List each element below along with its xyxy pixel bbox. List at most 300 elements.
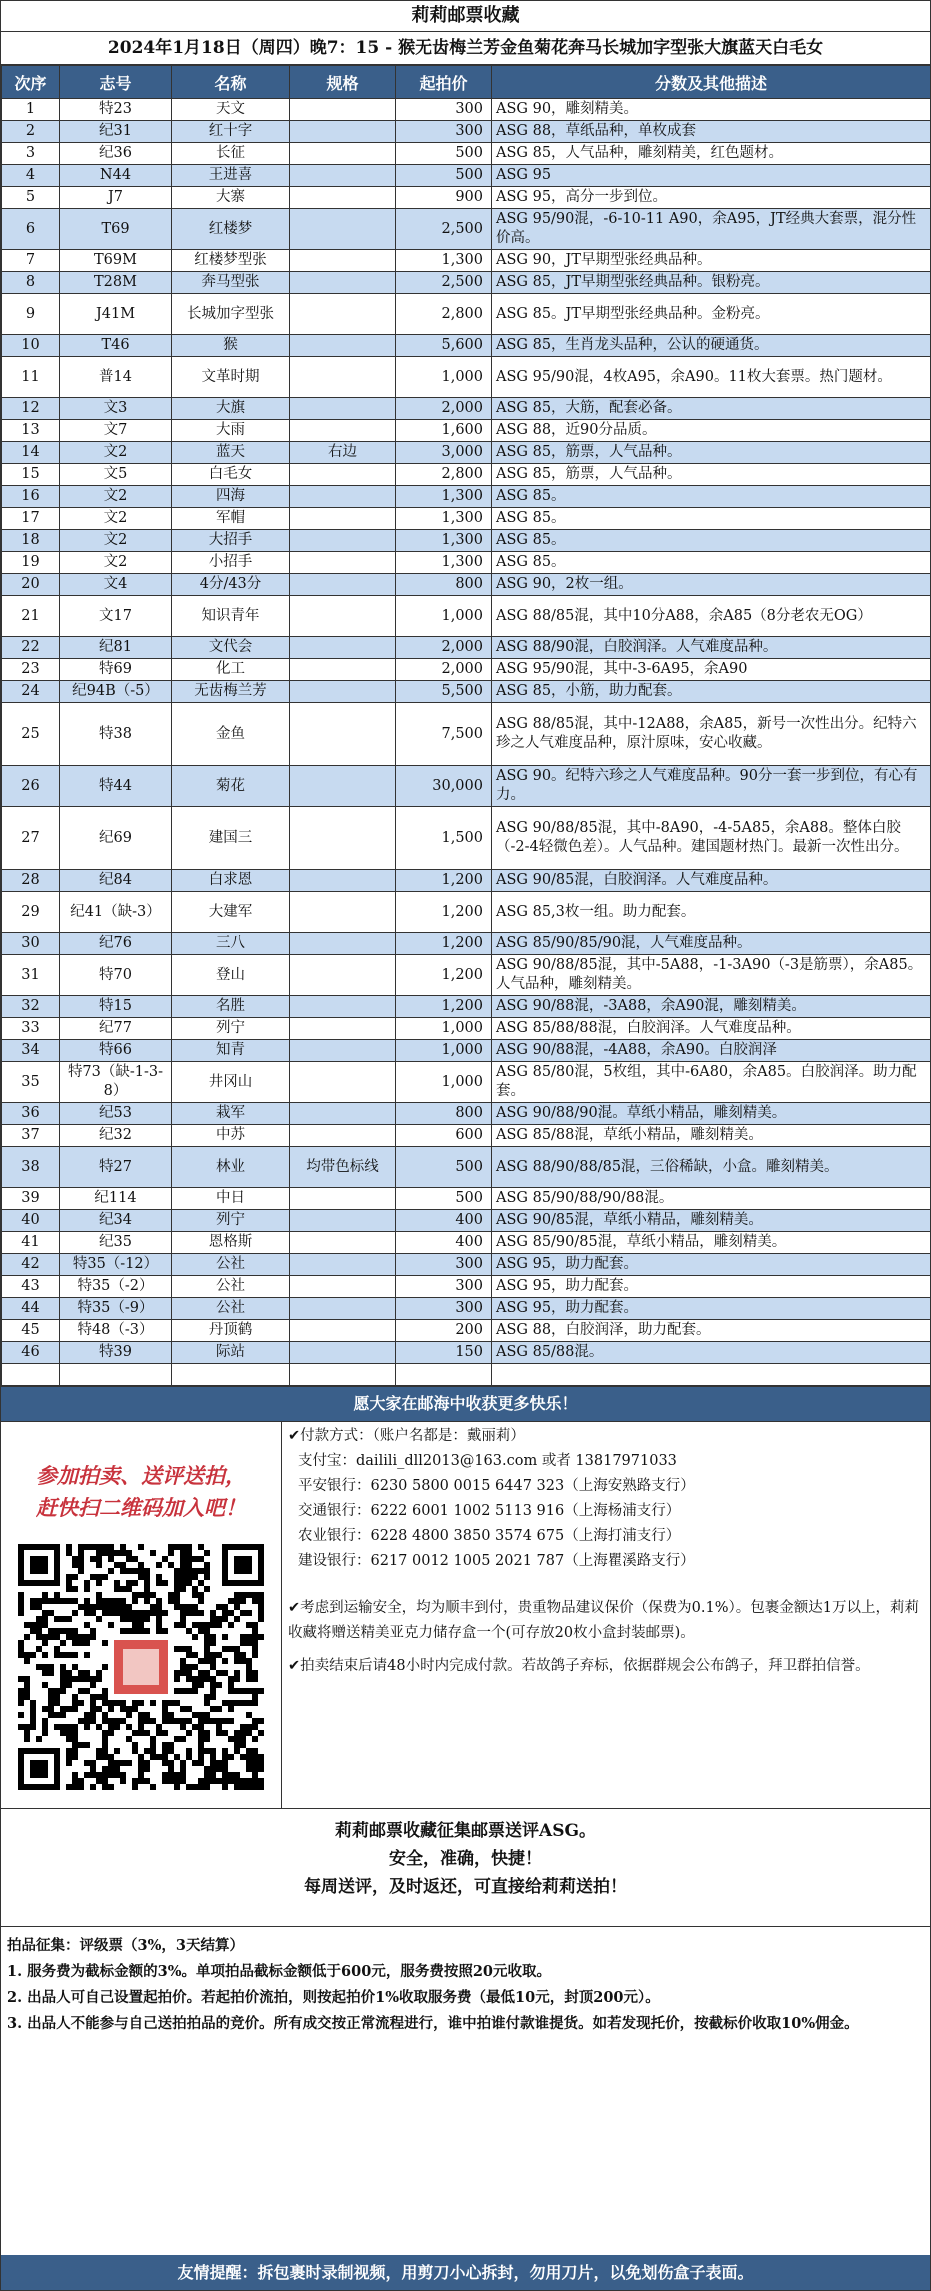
cell-spec: [290, 1276, 396, 1298]
cell-name: 红十字: [172, 121, 290, 143]
cell-code: 特35（-2）: [60, 1276, 172, 1298]
cell-spec: [290, 357, 396, 398]
cell-price: 1,300: [396, 250, 492, 272]
rules-title: 拍品征集：评级票（3%，3天结算）: [7, 1937, 244, 1954]
cell-code: 特35（-12）: [60, 1254, 172, 1276]
cell-code: 纪34: [60, 1210, 172, 1232]
cell-no: 37: [2, 1125, 60, 1147]
cell-spec: [290, 1125, 396, 1147]
table-row: [2, 807, 931, 870]
cell-no: 42: [2, 1254, 60, 1276]
cell-code: 文17: [60, 596, 172, 637]
cell-desc: ASG 90，JT早期型张经典品种。: [492, 250, 931, 272]
cell-code: J41M: [60, 294, 172, 335]
cell-spec: [290, 933, 396, 955]
cell-name: 恩格斯: [172, 1232, 290, 1254]
cell-desc: ASG 88，草纸品种，单枚成套: [492, 121, 931, 143]
cell-code: 纪76: [60, 933, 172, 955]
collect-line-1: 莉莉邮票收藏征集邮票送评ASG。: [335, 1821, 596, 1841]
cell-price: 500: [396, 165, 492, 187]
rule-1: 1. 服务费为截标金额的3%。单项拍品截标金额低于600元，服务费按照20元收取。: [7, 1963, 551, 1980]
cell-code: 特70: [60, 955, 172, 996]
cell-desc: ASG 90/88/90混。草纸小精品，雕刻精美。: [492, 1103, 931, 1125]
cell-name: 4分/43分: [172, 574, 290, 596]
table-row: [2, 574, 931, 596]
cell-spec: [290, 1254, 396, 1276]
cell-code: T69: [60, 209, 172, 250]
table-row: [2, 703, 931, 766]
promo-line-2: 赶快扫二维码加入吧！: [36, 1495, 246, 1520]
cell-desc: ASG 88，近90分品质。: [492, 420, 931, 442]
table-row: [2, 1062, 931, 1103]
cell-name: 知识青年: [172, 596, 290, 637]
table-row: [2, 1276, 931, 1298]
payment-line-nongye: 农业银行：6228 4800 3850 3574 675（上海打浦支行）: [298, 1528, 681, 1544]
cell-no: 28: [2, 870, 60, 892]
cell-spec: 均带色标线: [290, 1147, 396, 1188]
cell-spec: [290, 1298, 396, 1320]
cell-desc: ASG 90/88/85混，其中-5A88，-1-3A90（-3是筋票），余A85。人气品种，雕刻精美。: [492, 955, 931, 996]
cell-price: 500: [396, 1147, 492, 1188]
cell-desc: ASG 88/85混，其中-12A88，余A85，新号一次性出分。纪特六珍之人气难度品种，原汁原味，安心收藏。: [492, 703, 931, 766]
cell-price: [396, 1364, 492, 1386]
table-row: [2, 1320, 931, 1342]
cell-desc: ASG 85/90/85混，草纸小精品，雕刻精美。: [492, 1232, 931, 1254]
cell-no: [2, 1364, 60, 1386]
cell-name: 王进喜: [172, 165, 290, 187]
cell-name: 长征: [172, 143, 290, 165]
cell-desc: ASG 95/90混，-6-10-11 A90，余A95，JT经典大套票，混分性价高。: [492, 209, 931, 250]
table-row: [2, 486, 931, 508]
cell-no: 27: [2, 807, 60, 870]
cell-price: 300: [396, 1254, 492, 1276]
cell-desc: ASG 85/88/88混，白胶润泽。人气难度品种。: [492, 1018, 931, 1040]
cell-desc: ASG 85。: [492, 486, 931, 508]
cell-code: 特44: [60, 766, 172, 807]
cell-no: 29: [2, 892, 60, 933]
cell-code: 特27: [60, 1147, 172, 1188]
cell-name: 登山: [172, 955, 290, 996]
cell-no: 1: [2, 99, 60, 121]
cell-price: 1,300: [396, 508, 492, 530]
cell-spec: [290, 681, 396, 703]
cell-spec: [290, 1018, 396, 1040]
cell-code: 文2: [60, 486, 172, 508]
cell-name: 列宁: [172, 1210, 290, 1232]
table-row: [2, 1103, 931, 1125]
cell-no: 25: [2, 703, 60, 766]
cell-no: 30: [2, 933, 60, 955]
table-header-row: [2, 66, 931, 99]
cell-no: 14: [2, 442, 60, 464]
auction-subtitle: 2024年1月18日（周四）晚7：15 - 猴无齿梅兰芳金鱼菊花奔马长城加字型张大旗蓝天白毛女: [1, 32, 930, 65]
cell-spec: [290, 1188, 396, 1210]
cell-name: 大招手: [172, 530, 290, 552]
cell-name: 建国三: [172, 807, 290, 870]
cell-code: 纪84: [60, 870, 172, 892]
cell-code: 纪69: [60, 807, 172, 870]
table-row: [2, 1147, 931, 1188]
cell-code: 纪53: [60, 1103, 172, 1125]
cell-price: 600: [396, 1125, 492, 1147]
cell-code: 特39: [60, 1342, 172, 1364]
cell-no: 23: [2, 659, 60, 681]
cell-no: 21: [2, 596, 60, 637]
promo-panel: [1, 1422, 282, 1808]
cell-spec: [290, 659, 396, 681]
cell-code: 特15: [60, 996, 172, 1018]
cell-code: T69M: [60, 250, 172, 272]
cell-no: 22: [2, 637, 60, 659]
cell-desc: ASG 88/90混，白胶润泽。人气难度品种。: [492, 637, 931, 659]
cell-name: 菊花: [172, 766, 290, 807]
cell-no: 9: [2, 294, 60, 335]
cell-price: 400: [396, 1210, 492, 1232]
cell-desc: ASG 90/85混，白胶润泽。人气难度品种。: [492, 870, 931, 892]
cell-price: 150: [396, 1342, 492, 1364]
lot-table-body: [2, 99, 931, 1386]
cell-no: 39: [2, 1188, 60, 1210]
cell-no: 8: [2, 272, 60, 294]
cell-desc: ASG 95: [492, 165, 931, 187]
cell-spec: [290, 250, 396, 272]
cell-code: 文7: [60, 420, 172, 442]
cell-spec: [290, 1364, 396, 1386]
cell-spec: 右边: [290, 442, 396, 464]
cell-code: 文5: [60, 464, 172, 486]
cell-name: 栽军: [172, 1103, 290, 1125]
cell-no: 38: [2, 1147, 60, 1188]
cell-price: 1,000: [396, 1018, 492, 1040]
qr-code-icon[interactable]: [18, 1544, 264, 1790]
cell-no: 7: [2, 250, 60, 272]
cell-price: 2,800: [396, 294, 492, 335]
cell-name: 白毛女: [172, 464, 290, 486]
cell-name: 中苏: [172, 1125, 290, 1147]
cell-name: 际站: [172, 1342, 290, 1364]
cell-spec: [290, 892, 396, 933]
cell-price: 300: [396, 121, 492, 143]
cell-spec: [290, 1232, 396, 1254]
cell-code: [60, 1364, 172, 1386]
cell-no: 32: [2, 996, 60, 1018]
cell-price: 30,000: [396, 766, 492, 807]
cell-name: 公社: [172, 1254, 290, 1276]
shipping-note: ✔考虑到运输安全，均为顺丰到付，贵重物品建议保价（保费为0.1%）。包裹金额达1万以上，莉莉收藏将赠送精美亚克力储存盒一个(可存放20枚小盒封装邮票)。: [288, 1600, 919, 1641]
cell-spec: [290, 766, 396, 807]
cell-desc: ASG 85，小筋，助力配套。: [492, 681, 931, 703]
cell-spec: [290, 530, 396, 552]
table-row: [2, 766, 931, 807]
cell-price: 500: [396, 143, 492, 165]
table-row: [2, 637, 931, 659]
table-row: [2, 335, 931, 357]
cell-name: 名胜: [172, 996, 290, 1018]
cell-desc: ASG 90/88/85混，其中-8A90，-4-5A85，余A88。整体白胶（-2-4轻微色差）。人气品种。建国题材热门。最新一次性出分。: [492, 807, 931, 870]
cell-desc: ASG 85。JT早期型张经典品种。金粉亮。: [492, 294, 931, 335]
cell-no: 3: [2, 143, 60, 165]
cell-code: J7: [60, 187, 172, 209]
table-row: [2, 420, 931, 442]
cell-desc: ASG 95，助力配套。: [492, 1254, 931, 1276]
cell-code: 特69: [60, 659, 172, 681]
cell-code: 特66: [60, 1040, 172, 1062]
cell-no: 45: [2, 1320, 60, 1342]
cell-code: 特38: [60, 703, 172, 766]
cell-code: 纪32: [60, 1125, 172, 1147]
cell-no: 17: [2, 508, 60, 530]
cell-no: 18: [2, 530, 60, 552]
header-price: 起拍价: [396, 66, 492, 99]
cell-no: 12: [2, 398, 60, 420]
collect-line-3: 每周送评，及时返还，可直接给莉莉送拍！: [304, 1877, 627, 1897]
cell-price: 2,500: [396, 209, 492, 250]
table-row: [2, 659, 931, 681]
cell-desc: ASG 95/90混，其中-3-6A95，余A90: [492, 659, 931, 681]
cell-no: 31: [2, 955, 60, 996]
table-row: [2, 596, 931, 637]
cell-price: 1,200: [396, 996, 492, 1018]
cell-spec: [290, 807, 396, 870]
cell-price: 1,200: [396, 870, 492, 892]
cell-code: 纪36: [60, 143, 172, 165]
cell-code: 纪114: [60, 1188, 172, 1210]
payment-block: [288, 1424, 924, 1574]
cell-desc: ASG 90/85混，草纸小精品，雕刻精美。: [492, 1210, 931, 1232]
cell-spec: [290, 165, 396, 187]
cell-no: 44: [2, 1298, 60, 1320]
cell-desc: ASG 90。纪特六珍之人气难度品种。90分一套一步到位，有心有力。: [492, 766, 931, 807]
table-row: [2, 1254, 931, 1276]
cell-spec: [290, 1210, 396, 1232]
cell-name: 奔马型张: [172, 272, 290, 294]
table-row: [2, 294, 931, 335]
cell-spec: [290, 335, 396, 357]
middle-banner: 愿大家在邮海中收获更多快乐！: [1, 1386, 930, 1421]
table-row: [2, 955, 931, 996]
promo-text: [36, 1460, 246, 1524]
cell-price: 5,600: [396, 335, 492, 357]
cell-code: 文2: [60, 530, 172, 552]
cell-code: T28M: [60, 272, 172, 294]
cell-desc: ASG 90，雕刻精美。: [492, 99, 931, 121]
table-row: [2, 1232, 931, 1254]
cell-no: 20: [2, 574, 60, 596]
cell-spec: [290, 272, 396, 294]
cell-code: 特48（-3）: [60, 1320, 172, 1342]
cell-no: 15: [2, 464, 60, 486]
table-row: [2, 143, 931, 165]
cell-spec: [290, 703, 396, 766]
cell-name: 列宁: [172, 1018, 290, 1040]
cell-code: 特73（缺-1-3-8）: [60, 1062, 172, 1103]
cell-no: 24: [2, 681, 60, 703]
table-row: [2, 1188, 931, 1210]
cell-price: 2,000: [396, 398, 492, 420]
cell-code: 特23: [60, 99, 172, 121]
cell-name: 小招手: [172, 552, 290, 574]
cell-no: 36: [2, 1103, 60, 1125]
rules-section: [1, 1926, 930, 2076]
cell-no: 43: [2, 1276, 60, 1298]
cell-spec: [290, 1103, 396, 1125]
cell-desc: ASG 88，白胶润泽，助力配套。: [492, 1320, 931, 1342]
cell-name: 文革时期: [172, 357, 290, 398]
cell-spec: [290, 1040, 396, 1062]
cell-desc: ASG 85/90/88/90/88混。: [492, 1188, 931, 1210]
header-no: 次序: [2, 66, 60, 99]
cell-desc: [492, 1364, 931, 1386]
cell-name: 文代会: [172, 637, 290, 659]
table-row: [2, 1040, 931, 1062]
cell-desc: ASG 95/90混，4枚A95，余A90。11枚大套票。热门题材。: [492, 357, 931, 398]
cell-price: 800: [396, 1103, 492, 1125]
table-row: [2, 1125, 931, 1147]
cell-desc: ASG 85。: [492, 530, 931, 552]
cell-no: 26: [2, 766, 60, 807]
table-row: [2, 1364, 931, 1386]
cell-no: 41: [2, 1232, 60, 1254]
cell-price: 1,500: [396, 807, 492, 870]
cell-price: 1,000: [396, 596, 492, 637]
cell-name: 长城加字型张: [172, 294, 290, 335]
cell-spec: [290, 870, 396, 892]
cell-price: 1,300: [396, 530, 492, 552]
cell-desc: ASG 88/90/88/85混，三俗稀缺，小盒。雕刻精美。: [492, 1147, 931, 1188]
table-row: [2, 464, 931, 486]
payment-panel: [282, 1422, 930, 1808]
cell-code: 文2: [60, 442, 172, 464]
cell-desc: ASG 85/88混。: [492, 1342, 931, 1364]
cell-spec: [290, 637, 396, 659]
info-section: [1, 1421, 930, 1808]
cell-no: 2: [2, 121, 60, 143]
cell-desc: ASG 85/80混，5枚组，其中-6A80，余A85。白胶润泽。助力配套。: [492, 1062, 931, 1103]
table-row: [2, 933, 931, 955]
table-row: [2, 1298, 931, 1320]
cell-price: 1,600: [396, 420, 492, 442]
cell-price: 1,000: [396, 357, 492, 398]
cell-desc: ASG 85。: [492, 552, 931, 574]
cell-desc: ASG 85，JT早期型张经典品种。银粉亮。: [492, 272, 931, 294]
cell-price: 300: [396, 99, 492, 121]
cell-spec: [290, 552, 396, 574]
cell-desc: ASG 95，助力配套。: [492, 1276, 931, 1298]
cell-spec: [290, 1342, 396, 1364]
cell-no: 34: [2, 1040, 60, 1062]
cell-price: 3,000: [396, 442, 492, 464]
cell-spec: [290, 955, 396, 996]
cell-spec: [290, 574, 396, 596]
collect-line-2: 安全，准确，快捷！: [389, 1849, 542, 1869]
cell-name: 化工: [172, 659, 290, 681]
cell-code: 纪94B（-5）: [60, 681, 172, 703]
cell-no: 33: [2, 1018, 60, 1040]
cell-code: 文4: [60, 574, 172, 596]
cell-code: T46: [60, 335, 172, 357]
cell-no: 35: [2, 1062, 60, 1103]
table-row: [2, 165, 931, 187]
cell-desc: ASG 85，人气品种，雕刻精美，红色题材。: [492, 143, 931, 165]
cell-price: 5,500: [396, 681, 492, 703]
cell-name: 红楼梦型张: [172, 250, 290, 272]
cell-price: 800: [396, 574, 492, 596]
table-row: [2, 681, 931, 703]
payment-line-pingan: 平安银行：6230 5800 0015 6447 323（上海安熟路支行）: [298, 1478, 695, 1494]
cell-spec: [290, 187, 396, 209]
table-row: [2, 1018, 931, 1040]
payment-deadline-note: ✔拍卖结束后请48小时内完成付款。若故鸽子弃标，依据群规会公布鸽子，拜卫群拍信誉。: [288, 1658, 870, 1674]
table-row: [2, 209, 931, 250]
cell-price: 1,000: [396, 1062, 492, 1103]
table-row: [2, 357, 931, 398]
collect-section: [1, 1808, 930, 1926]
cell-spec: [290, 508, 396, 530]
table-row: [2, 1210, 931, 1232]
cell-spec: [290, 464, 396, 486]
table-row: [2, 996, 931, 1018]
cell-no: 13: [2, 420, 60, 442]
cell-desc: ASG 90/88混，-3A88，余A90混，雕刻精美。: [492, 996, 931, 1018]
cell-spec: [290, 294, 396, 335]
cell-price: 300: [396, 1276, 492, 1298]
page-title: 莉莉邮票收藏: [1, 1, 930, 32]
payment-line-jiaotong: 交通银行：6222 6001 1002 5113 916（上海杨浦支行）: [298, 1503, 681, 1519]
cell-price: 900: [396, 187, 492, 209]
table-row: [2, 530, 931, 552]
cell-name: 无齿梅兰芳: [172, 681, 290, 703]
payment-line-jianshe: 建设银行：6217 0012 1005 2021 787（上海瞿溪路支行）: [298, 1553, 695, 1569]
cell-name: 大旗: [172, 398, 290, 420]
cell-desc: ASG 85，筋票，人气品种。: [492, 442, 931, 464]
cell-desc: ASG 95，高分一步到位。: [492, 187, 931, 209]
cell-code: 纪31: [60, 121, 172, 143]
promo-line-1: 参加拍卖、送评送拍，: [36, 1463, 246, 1488]
cell-price: 1,200: [396, 933, 492, 955]
cell-desc: ASG 88/85混，其中10分A88，余A85（8分老农无OG）: [492, 596, 931, 637]
header-code: 志号: [60, 66, 172, 99]
cell-spec: [290, 486, 396, 508]
cell-name: 三八: [172, 933, 290, 955]
cell-price: 500: [396, 1188, 492, 1210]
cell-name: 天文: [172, 99, 290, 121]
header-spec: 规格: [290, 66, 396, 99]
cell-code: 纪77: [60, 1018, 172, 1040]
cell-spec: [290, 209, 396, 250]
cell-no: 4: [2, 165, 60, 187]
cell-no: 46: [2, 1342, 60, 1364]
table-row: [2, 187, 931, 209]
cell-code: 文2: [60, 552, 172, 574]
cell-spec: [290, 99, 396, 121]
cell-name: 四海: [172, 486, 290, 508]
cell-code: 纪81: [60, 637, 172, 659]
cell-spec: [290, 996, 396, 1018]
cell-name: 知青: [172, 1040, 290, 1062]
cell-name: 中日: [172, 1188, 290, 1210]
cell-price: 2,800: [396, 464, 492, 486]
cell-price: 1,300: [396, 486, 492, 508]
cell-code: N44: [60, 165, 172, 187]
cell-no: 10: [2, 335, 60, 357]
cell-spec: [290, 420, 396, 442]
header-name: 名称: [172, 66, 290, 99]
payment-title: ✔付款方式：（账户名都是：戴丽莉）: [288, 1428, 525, 1444]
cell-code: 普14: [60, 357, 172, 398]
cell-desc: ASG 85/88混，草纸小精品，雕刻精美。: [492, 1125, 931, 1147]
cell-no: 6: [2, 209, 60, 250]
qr-code-graphic: [18, 1544, 264, 1790]
